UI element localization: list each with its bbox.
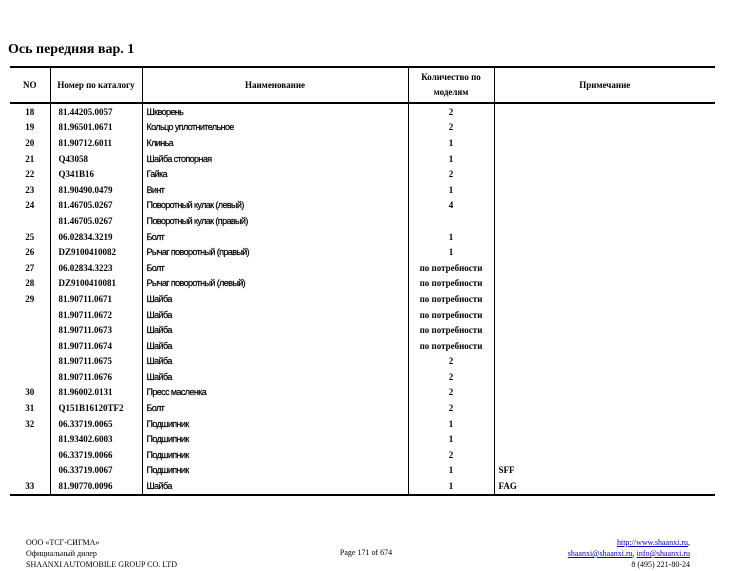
cell-quantity: 2 (408, 354, 494, 370)
cell-catalog-number: 06.33719.0066 (50, 447, 142, 463)
cell-note (494, 276, 715, 292)
cell-quantity: 1 (408, 135, 494, 151)
cell-note (494, 182, 715, 198)
table-row (10, 182, 715, 198)
footer-contacts (568, 537, 690, 570)
cell-name: Болт (142, 400, 408, 416)
cell-name: Болт (142, 260, 408, 276)
email-link-shaanxi[interactable]: shaanxi@shaanxi.ru (567, 549, 633, 558)
cell-catalog-number: DZ9100410082 (50, 244, 142, 260)
header-no: NO (10, 67, 50, 103)
email-separator: , (632, 549, 637, 558)
header-name: Наименование (142, 67, 408, 103)
cell-name: Шайба стопорная (142, 151, 408, 167)
parts-table (10, 66, 715, 496)
cell-catalog-number: 81.90711.0672 (50, 307, 142, 323)
cell-name: Болт (142, 229, 408, 245)
cell-catalog-number: 81.90490.0479 (50, 182, 142, 198)
cell-note (494, 244, 715, 260)
cell-name: Подшипник (142, 431, 408, 447)
cell-no: 26 (25, 247, 35, 258)
cell-catalog-number: Q341B16 (50, 166, 142, 182)
cell-catalog-number: Q151B16120TF2 (50, 400, 142, 416)
cell-catalog-number: DZ9100410081 (50, 276, 142, 292)
table-row (10, 307, 715, 323)
cell-name: Подшипник (142, 416, 408, 432)
cell-catalog-number: 81.90770.0096 (50, 478, 142, 495)
table-row (10, 103, 715, 120)
cell-quantity: по потребности (408, 260, 494, 276)
cell-catalog-number: 81.90711.0673 (50, 322, 142, 338)
cell-catalog-number: 81.90711.0671 (50, 291, 142, 307)
table-row (10, 463, 715, 479)
cell-catalog-number: 81.90711.0676 (50, 369, 142, 385)
cell-catalog-number: 81.90711.0675 (50, 354, 142, 370)
cell-quantity: 2 (408, 120, 494, 136)
cell-no (10, 354, 50, 370)
cell-no (10, 431, 50, 447)
cell-quantity: 1 (408, 416, 494, 432)
cell-note (494, 198, 715, 214)
cell-quantity: по потребности (408, 276, 494, 292)
cell-catalog-number: 81.46705.0267 (50, 213, 142, 229)
table-row (10, 385, 715, 401)
cell-name: Шайба (142, 478, 408, 495)
footer-dealer: Официальный дилер (26, 549, 97, 558)
cell-quantity: 1 (408, 244, 494, 260)
cell-note (494, 260, 715, 276)
table-row (10, 151, 715, 167)
cell-catalog-number: 06.02834.3223 (50, 260, 142, 276)
cell-quantity: по потребности (408, 322, 494, 338)
cell-no: 32 (25, 418, 35, 429)
cell-catalog-number: 81.90712.6011 (50, 135, 142, 151)
cell-no (10, 307, 50, 323)
cell-catalog-number: 06.33719.0067 (50, 463, 142, 479)
table-row (10, 260, 715, 276)
cell-note (494, 354, 715, 370)
cell-no: 19 (25, 122, 35, 133)
cell-name: Поворотный кулак (левый) (142, 198, 408, 214)
table-row (10, 166, 715, 182)
cell-quantity: 1 (408, 151, 494, 167)
cell-no: 33 (10, 478, 50, 495)
page-title: Ось передняя вар. 1 (8, 42, 135, 57)
cell-quantity: 2 (408, 447, 494, 463)
cell-quantity: 1 (408, 431, 494, 447)
table-row (10, 416, 715, 432)
table-row (10, 229, 715, 245)
cell-no: 23 (25, 184, 35, 195)
cell-quantity: 1 (408, 182, 494, 198)
cell-no (10, 463, 50, 479)
cell-note (494, 135, 715, 151)
cell-note: FAG (494, 478, 715, 495)
cell-name: Гайка (142, 166, 408, 182)
cell-no: 20 (25, 137, 35, 148)
cell-name: Шайба (142, 369, 408, 385)
table-row (10, 478, 715, 495)
cell-note (494, 120, 715, 136)
cell-name: Шкворень (142, 103, 408, 120)
cell-name: Кольцо уплотнительное (142, 120, 408, 136)
cell-quantity: по потребности (408, 307, 494, 323)
page-number: Page 171 of 674 (339, 548, 393, 557)
cell-note: SFF (494, 463, 715, 479)
cell-note (494, 338, 715, 354)
cell-catalog-number: 81.96002.0131 (50, 385, 142, 401)
cell-no: 29 (25, 293, 35, 304)
cell-quantity (408, 213, 494, 229)
cell-name: Поворотный кулак (правый) (142, 213, 408, 229)
cell-note (494, 400, 715, 416)
table-row (10, 198, 715, 214)
phone-number: 8 (495) 221-80-24 (631, 560, 690, 569)
cell-no: 27 (25, 262, 35, 273)
cell-catalog-number: 81.96501.0671 (50, 120, 142, 136)
table-row (10, 135, 715, 151)
cell-note (494, 322, 715, 338)
table-header-row (10, 67, 715, 103)
cell-quantity: 2 (408, 103, 494, 120)
table-row (10, 276, 715, 292)
cell-note (494, 447, 715, 463)
cell-name: Шайба (142, 338, 408, 354)
cell-note (494, 103, 715, 120)
cell-quantity: по потребности (408, 291, 494, 307)
cell-no (10, 322, 50, 338)
cell-name: Шайба (142, 354, 408, 370)
table-row (10, 120, 715, 136)
cell-name: Клиньа (142, 135, 408, 151)
cell-note (494, 369, 715, 385)
cell-catalog-number: 81.46705.0267 (50, 198, 142, 214)
table-row (10, 322, 715, 338)
cell-no (10, 369, 50, 385)
site-suffix: , (688, 538, 690, 547)
header-quantity: Количество по моделям (408, 67, 494, 103)
footer-group: SHAANXI AUTOMOBILE GROUP CO. LTD (26, 560, 178, 569)
table-row (10, 369, 715, 385)
cell-catalog-number: 06.02834.3219 (50, 229, 142, 245)
cell-name: Шайба (142, 322, 408, 338)
cell-catalog-number: Q43058 (50, 151, 142, 167)
email-link-info[interactable]: info@shaanxi.ru (636, 549, 690, 558)
header-catalog-number: Номер по каталогу (50, 67, 142, 103)
cell-no: 28 (25, 278, 35, 289)
cell-note (494, 307, 715, 323)
cell-quantity: по потребности (408, 338, 494, 354)
table-row (10, 291, 715, 307)
cell-note (494, 151, 715, 167)
cell-no: 31 (25, 403, 35, 414)
cell-no: 30 (25, 387, 35, 398)
table-row (10, 338, 715, 354)
cell-note (494, 229, 715, 245)
cell-catalog-number: 81.90711.0674 (50, 338, 142, 354)
cell-quantity: 1 (408, 478, 494, 495)
cell-no: 18 (25, 106, 35, 117)
cell-catalog-number: 81.93402.6003 (50, 431, 142, 447)
cell-name: Шайба (142, 291, 408, 307)
cell-name: Рычаг поворотный (левый) (142, 276, 408, 292)
cell-name: Пресс масленка (142, 385, 408, 401)
cell-no: 21 (25, 153, 35, 164)
cell-no (10, 213, 50, 229)
footer-company: ООО «ТСГ-СИГМА» (26, 538, 100, 547)
cell-quantity: 2 (408, 385, 494, 401)
cell-note (494, 291, 715, 307)
cell-catalog-number: 06.33719.0065 (50, 416, 142, 432)
cell-no: 24 (25, 200, 35, 211)
cell-note (494, 213, 715, 229)
cell-no: 25 (25, 231, 35, 242)
website-link[interactable]: http://www.shaanxi.ru (616, 538, 688, 547)
cell-quantity: 2 (408, 166, 494, 182)
cell-quantity: 4 (408, 198, 494, 214)
cell-note (494, 416, 715, 432)
cell-quantity: 1 (408, 229, 494, 245)
table-row (10, 447, 715, 463)
cell-quantity: 1 (408, 463, 494, 479)
cell-note (494, 385, 715, 401)
cell-name: Подшипник (142, 447, 408, 463)
cell-no (10, 447, 50, 463)
cell-quantity: 2 (408, 369, 494, 385)
table-row (10, 431, 715, 447)
cell-note (494, 166, 715, 182)
cell-name: Шайба (142, 307, 408, 323)
cell-no: 22 (25, 169, 35, 180)
table-row (10, 213, 715, 229)
cell-name: Винт (142, 182, 408, 198)
cell-catalog-number: 81.44205.0057 (50, 103, 142, 120)
header-note: Примечание (494, 67, 715, 103)
cell-name: Подшипник (142, 463, 408, 479)
cell-quantity: 2 (408, 400, 494, 416)
table-row (10, 400, 715, 416)
cell-name: Рычаг поворотный (правый) (142, 244, 408, 260)
table-row (10, 354, 715, 370)
cell-no (10, 338, 50, 354)
cell-note (494, 431, 715, 447)
table-row (10, 244, 715, 260)
